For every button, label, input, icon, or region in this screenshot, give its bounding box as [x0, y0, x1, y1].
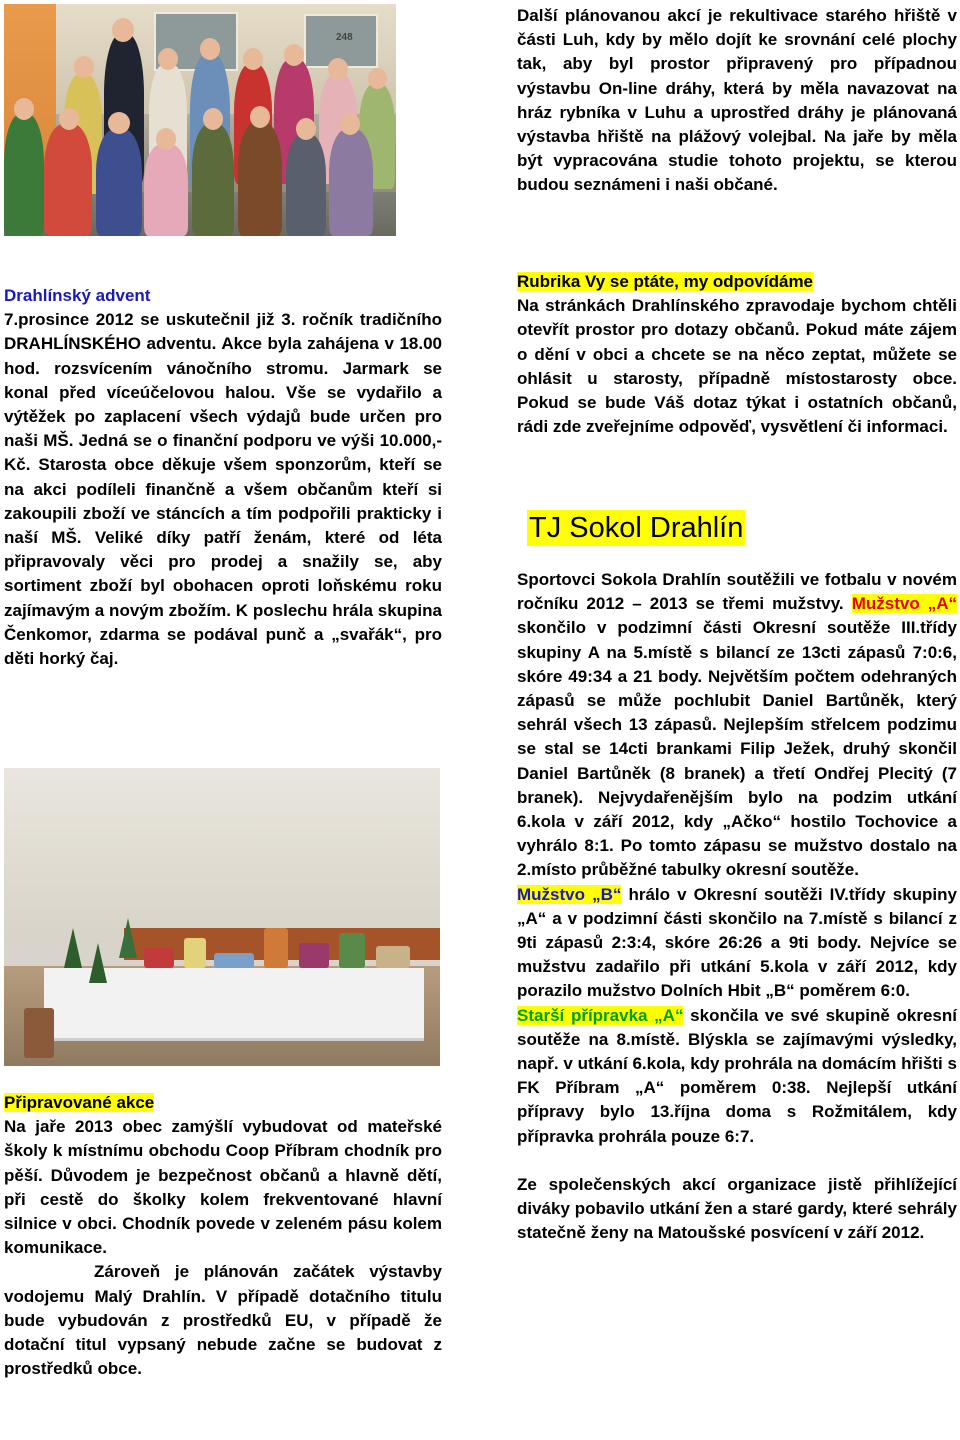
pripravovane-paragraph-1: Na jaře 2013 obec zamýšlí vybudovat od mateřské školy k místnímu obchodu Coop Příbram chodník pro pěší. Důvodem je bezpečnost občanů a hlavně dětí, při cestě do školky kolem frekventované hlavní silnice v obci. Chodník povede v zeleném pásu kolem komunikace. [4, 1117, 442, 1258]
sokol-p1-body: skončilo v podzimní části Okresní soutěže III.třídy skupiny A na 5.místě s bilancí ze 13cti zápasů 7:0:6, skóre 49:34 a 21 body. Největším počtem odehraných zápasů se může pochlubit Daniel Bartůněk, který sehrál všech 13 zápasů. Nejlepším střelcem podzimu se stal se 14cti brankami Filip Ježek, druhý skončil Daniel Bartůněk (8 branek) a třetí Ondřej Plecitý (7 branek). Nejvydařenějším bylo na podzim utkání 6.kola v září 2012, kdy „Ačko“ hostilo Tochovice a vyhrálo 8:1. Po tomto zápasu se mužstvo dostalo na 2.místo průběžné tabulky okresní soutěže. [517, 618, 957, 880]
sokol-paragraph-4: Ze společenských akcí organizace jistě přihlížející diváky pobavilo utkání žen a staré gardy, které sehrály statečně ženy na Matoušské posvícení v září 2012. [517, 1174, 957, 1243]
sokol-heading [517, 510, 957, 546]
sokol-paragraph-3 [517, 1004, 957, 1149]
rubrika-heading-text: Rubrika Vy se ptáte, my odpovídáme [517, 272, 814, 291]
rubrika-section [517, 270, 957, 439]
sokol-section [517, 510, 957, 1245]
pripravovane-heading-text: Připravované akce [4, 1093, 155, 1112]
pripravovane-heading [4, 1091, 442, 1115]
rekultivace-paragraph: Další plánovanou akcí je rekultivace starého hřiště v části Luh, kdy by mělo dojít ke srovnání celé plochy tak, aby byl prostor připravený pro případnou výstavbu On-line dráhy, která by měla navazovat na hráz rybníka v Luhu a uprostřed dráhy je plánovaná výstavba hřiště na plážový volejbal. Na jaře by měla být vypracována studie tohoto projektu, se kterou budou seznámeni i naši občané. [517, 6, 957, 195]
house-number: 248 [336, 32, 353, 43]
sokol-paragraph-1 [517, 568, 957, 883]
advent-group-photo [4, 4, 396, 236]
sokol-p2-body: hrálo v Okresní soutěži IV.třídy skupiny „A“ a v podzimní části skončilo na 7.místě s bilancí z 9ti zápasů 2:3:4, skóre 26:26 a 9ti body. Nejvíce se mužstvu zadařilo při utkání 5.kola v září 2012, kdy porazilo mužstvo Dolních Hbit „B“ poměrem 6:0. [517, 884, 957, 1001]
rubrika-paragraph: Na stránkách Drahlínského zpravodaje bychom chtěli otevřít prostor pro dotazy občanů. Pokud máte zájem o dění v obci a chcete se na něco zeptat, můžete se ohlásit u starosty, případně místostarosty obce. Pokud se bude Váš dotaz týkat i ostatních občanů, rádi zde zveřejníme odpověď, vysvětlení či informaci. [517, 296, 957, 437]
advent-heading-text: Drahlínský advent [4, 286, 151, 305]
sokol-p1-intro: Sportovci Sokola Drahlín soutěžili ve fotbalu v novém ročníku 2012 – 2013 se třemi mužstvy. [517, 570, 957, 614]
pripravovane-section [4, 1091, 442, 1381]
left-column [4, 284, 442, 671]
team-a-label: Mužstvo „A“ [851, 594, 958, 614]
jarmark-photo [4, 768, 440, 1066]
team-b-label: Mužstvo „B“ [517, 884, 622, 904]
sokol-heading-text: TJ Sokol Drahlín [529, 512, 744, 544]
rubrika-heading [517, 270, 957, 294]
advent-paragraph: 7.prosince 2012 se uskutečnil již 3. ročník tradičního DRAHLÍNSKÉHO adventu. Akce byla zahájena v 18.00 hod. rozsvícením vánočního stromu. Jarmark se konal před víceúčelovou halou. Vše se vydařilo a výtěžek po zaplacení všech výdajů bude určen pro naši MŠ. Jedná se o finanční podporu ve výši 10.000,- Kč. Starosta obce děkuje všem sponzorům, kteří se na akci podíleli finančně a všem občanům kteří si zakoupili zboží ve stáncích a tím podpořili prakticky i naší MŠ. Veliké díky patří ženám, které od léta připravovaly věci pro prodej a snažily se, aby sortiment zboží byl obohacen oproti loňskému roku zajímavým a novým zbožím. K poslechu hrála skupina Čenkomor, zdarma se podával punč a „svařák“, pro děti horký čaj. [4, 310, 442, 669]
sokol-p3-body: skončila ve své skupině okresní soutěže na 8.místě. Blýskla se zajímavými výsledky, např. v utkání 6.kola, kdy prohrála na domácím hřišti s FK Příbram „A“ poměrem 0:38. Nejlepší utkání přípravy bylo 13.října doma s Rožmitálem, kdy přípravka prohrála pouze 6:7. [517, 1005, 957, 1146]
sokol-paragraph-2 [517, 883, 957, 1004]
pripravka-label: Starší přípravka „A“ [517, 1005, 684, 1025]
advent-heading [4, 284, 150, 308]
right-column [517, 4, 957, 198]
pripravovane-paragraph-2: Zároveň je plánován začátek výstavby vodojemu Malý Drahlín. V případě dotačního titulu bude vybudován z prostředků EU, v případě že dotační titul vypsaný nebude začne se budovat z prostředků obce. [4, 1262, 442, 1379]
